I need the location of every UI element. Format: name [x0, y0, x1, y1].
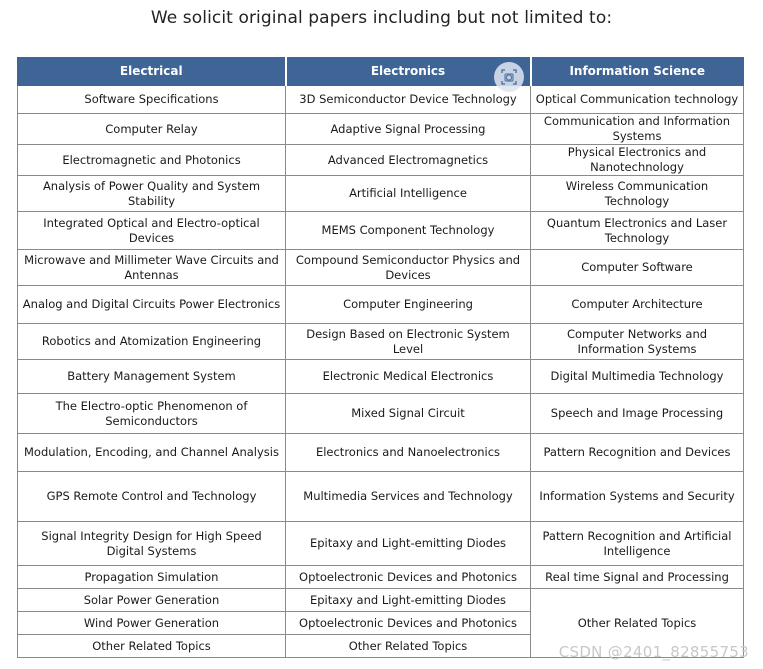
- table-cell: Microwave and Millimeter Wave Circuits and Antennas: [18, 250, 286, 286]
- table-row: [18, 360, 744, 394]
- table-cell: Computer Networks and Information Systems: [531, 324, 744, 360]
- table-cell: Optoelectronic Devices and Photonics: [286, 566, 531, 589]
- table-cell: Electronic Medical Electronics: [286, 360, 531, 394]
- watermark: CSDN @2401_82855753: [558, 643, 749, 661]
- table-cell: Optical Communication technology: [531, 86, 744, 114]
- table-cell: Information Systems and Security: [531, 472, 744, 522]
- table-cell: Propagation Simulation: [18, 566, 286, 589]
- table-row: [18, 114, 744, 145]
- table-cell: Robotics and Atomization Engineering: [18, 324, 286, 360]
- table-row: [18, 566, 744, 589]
- table-cell: Electromagnetic and Photonics: [18, 145, 286, 176]
- table-cell: Adaptive Signal Processing: [286, 114, 531, 145]
- table-cell: MEMS Component Technology: [286, 212, 531, 250]
- table-cell: 3D Semiconductor Device Technology: [286, 86, 531, 114]
- table-cell: Analysis of Power Quality and System Stability: [18, 176, 286, 212]
- table-cell: Computer Software: [531, 250, 744, 286]
- table-row: [18, 589, 744, 612]
- table-cell: Analog and Digital Circuits Power Electronics: [18, 286, 286, 324]
- table-cell: Epitaxy and Light-emitting Diodes: [286, 589, 531, 612]
- table-cell: Advanced Electromagnetics: [286, 145, 531, 176]
- table-cell: Quantum Electronics and Laser Technology: [531, 212, 744, 250]
- table-row: [18, 212, 744, 250]
- table-cell: Computer Architecture: [531, 286, 744, 324]
- page-title: We solicit original papers including but not limited to:: [150, 8, 613, 28]
- column-header-information-science: Information Science: [531, 58, 744, 86]
- table-header-row: [18, 58, 744, 86]
- column-header-electronics: Electronics: [286, 58, 531, 86]
- table-cell: Digital Multimedia Technology: [531, 360, 744, 394]
- table-cell: Software Specifications: [18, 86, 286, 114]
- table-cell: Wind Power Generation: [18, 612, 286, 635]
- table-row: [18, 286, 744, 324]
- table-cell: Compound Semiconductor Physics and Devices: [286, 250, 531, 286]
- table-cell: Communication and Information Systems: [531, 114, 744, 145]
- table-row: [18, 324, 744, 360]
- table-cell: Other Related Topics: [531, 589, 744, 658]
- table-cell: Signal Integrity Design for High Speed Digital Systems: [18, 522, 286, 566]
- table-cell: Mixed Signal Circuit: [286, 394, 531, 434]
- table-cell: Real time Signal and Processing: [531, 566, 744, 589]
- topics-table: [17, 57, 744, 658]
- table-cell: Battery Management System: [18, 360, 286, 394]
- table-cell: Pattern Recognition and Artificial Intelligence: [531, 522, 744, 566]
- table-row: [18, 250, 744, 286]
- table-cell: Electronics and Nanoelectronics: [286, 434, 531, 472]
- table-row: [18, 145, 744, 176]
- table-cell: Optoelectronic Devices and Photonics: [286, 612, 531, 635]
- camera-glyph: [501, 69, 517, 85]
- table-cell: Physical Electronics and Nanotechnology: [531, 145, 744, 176]
- table-cell: Multimedia Services and Technology: [286, 472, 531, 522]
- table-row: [18, 522, 744, 566]
- table-cell: Computer Relay: [18, 114, 286, 145]
- table-row: [18, 394, 744, 434]
- table-cell: Speech and Image Processing: [531, 394, 744, 434]
- table-cell: Artificial Intelligence: [286, 176, 531, 212]
- table-cell: Epitaxy and Light-emitting Diodes: [286, 522, 531, 566]
- table-cell: Design Based on Electronic System Level: [286, 324, 531, 360]
- table-cell: GPS Remote Control and Technology: [18, 472, 286, 522]
- table-cell: Solar Power Generation: [18, 589, 286, 612]
- table-row: [18, 176, 744, 212]
- column-header-electrical: Electrical: [18, 58, 286, 86]
- table-cell: Wireless Communication Technology: [531, 176, 744, 212]
- table-row: [18, 472, 744, 522]
- table-cell: Integrated Optical and Electro-optical Devices: [18, 212, 286, 250]
- table-cell: Modulation, Encoding, and Channel Analysis: [18, 434, 286, 472]
- table-cell: The Electro-optic Phenomenon of Semiconductors: [18, 394, 286, 434]
- table-row: [18, 434, 744, 472]
- table-cell: Other Related Topics: [18, 635, 286, 658]
- table-cell: Pattern Recognition and Devices: [531, 434, 744, 472]
- camera-icon[interactable]: [494, 62, 524, 92]
- table-row: [18, 86, 744, 114]
- table-cell: Other Related Topics: [286, 635, 531, 658]
- table-cell: Computer Engineering: [286, 286, 531, 324]
